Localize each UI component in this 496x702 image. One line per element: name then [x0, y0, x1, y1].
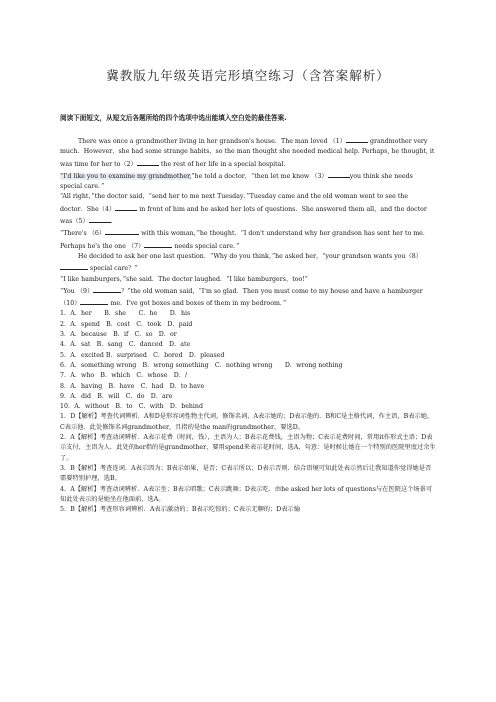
answer-blank-8 [60, 262, 88, 270]
option-line: 1．A．her B．she C．he D．his [60, 310, 191, 318]
passage-text: . [110, 218, 113, 226]
option-line: 10．A．without B．to C．with D．behind [60, 403, 203, 411]
option-line: 7．A．who B．which C．whose D．/ [60, 372, 188, 380]
answer-explanation: 5．B【解析】考查形容词辨析．A表示激动的；B表示吃惊的；C表示无聊的；D表示愉 [60, 506, 300, 514]
answer-explanation: 1．D【解析】考查代词辨析．A和D是形容词性物主代词，修饰名词，A表示她的；D表示他的．B和C是主格代词，作主语，B表示她，C表示他．此处修饰名词grandmother，且指的是the man的grandmother，要选D。 [60, 413, 434, 431]
page-title: 冀教版九年级英语完形填空练习（含答案解析） [106, 68, 390, 83]
document-body [60, 135, 436, 515]
option-line: 6．A．something wrong B．wrong something C．nothing wrong D．wrong nothing [60, 361, 343, 369]
passage-text: “There's （6） [60, 230, 106, 238]
option-line: 2．A．spend B．cost C．took D．paid [60, 320, 193, 328]
passage-text: needs special care．” [174, 242, 240, 250]
answer-explanation: 4．A【解析】考查动词辨析．A表示坐；B表示唱歌；C表示跳舞；D表示吃．由he asked her lots of questions与在医院这个场景可知此处表示的是她坐在他面前，选A。 [60, 485, 433, 503]
passage-text: ？”the old woman said，“I'm so glad．Then you must come to my house and have a hamburger（10） [60, 287, 423, 308]
passage-text: the rest of her life in a special hospital. [160, 160, 286, 168]
passage-paragraph: “I like hamburgers，”she said．The doctor laughed．“I like hamburgers，too!” [60, 275, 308, 283]
passage-paragraph [60, 252, 436, 275]
passage-paragraph [60, 192, 436, 227]
passage-text: ”he told a doctor，“then let me know （3） [191, 172, 328, 180]
instruction-text: 阅读下面短文，从短文后各题所给的四个选项中选出能填入空白处的最佳答案. [60, 114, 287, 122]
passage-paragraph [60, 135, 436, 170]
answer-blank-5 [89, 215, 113, 226]
answer-blank-10 [80, 297, 108, 305]
options-list [60, 309, 436, 412]
passage-text: “I'd like you to examine my grandmother, [60, 172, 192, 180]
passage-text: grandmother very much．However，she had some strange habits，so the man thought she needed medical help. Perhaps, he thought, it was time for her to（2） [60, 138, 435, 168]
passage-text: “All right，”the doctor said，“send her to me next Tuesday．”Tuesday came and the old woman went to see the doctor．She（4） [60, 193, 409, 213]
answer-blank-1 [346, 135, 368, 143]
passage-text: you think she needs special care．” [60, 172, 413, 191]
passage-paragraph [60, 170, 436, 193]
answer-blank-4 [115, 203, 137, 211]
option-line: 3．A．because B．if C．so D．or [60, 331, 177, 339]
passage-paragraph [60, 227, 436, 252]
option-line: 9．A．did B．will C．do D．are [60, 392, 173, 400]
answer-blank-7 [144, 240, 172, 248]
answer-blank-3 [328, 170, 350, 178]
passage-text: me．I've got boxes and boxes of them in my bedroom．” [110, 300, 287, 308]
answer-blank-6 [105, 227, 139, 235]
answer-explanation: 2．A【解析】考查动词辨析．A表示花费（时间，钱），主语为人；B表示花费钱，主语为物；C表示花费时间，常用it作形式主语；D表示支付，主语为人．此处的her指的是grandmother，要用spend来表示花时间，选A，句意：是时候让她在一个特别的医院里度过余生了。 [60, 434, 436, 462]
passage-text: There was once a grandmother living in her grandson's house．The man loved （1） [78, 138, 347, 145]
answer-blank-2 [137, 158, 159, 166]
option-line: 4．A．sat B．sang C．danced D．ate [60, 341, 191, 349]
option-line: 8．A．having B．have C．had D．to have [60, 382, 205, 390]
passage-paragraph [60, 285, 436, 310]
passage-text: with this woman，”he thought．“I don't understand why her grandson has sent her to me．Perhaps he's the one （7） [60, 230, 430, 250]
answer-explanation: 3．B【解析】考查连词．A表示因为；B表示如果，是否；C表示所以；D表示否则．结合语境可知此处表示然后让我知道你觉得她是否需要特别护理，选B。 [60, 464, 432, 483]
option-line: 5．A．excited B．surprised C．bored D．pleased [60, 351, 225, 359]
answers-list [60, 412, 436, 515]
answer-blank-9 [93, 285, 121, 293]
passage-text: special care？” [90, 265, 138, 273]
passage-text: “You （9） [60, 287, 94, 295]
passage-text: in front of him and he asked her lots of questions．She answered them all，and the doctor was（5） [60, 205, 427, 226]
passage-text: He decided to ask her one last question．“Why do you think，”he asked her，“your grandson wants you（8） [78, 252, 423, 260]
